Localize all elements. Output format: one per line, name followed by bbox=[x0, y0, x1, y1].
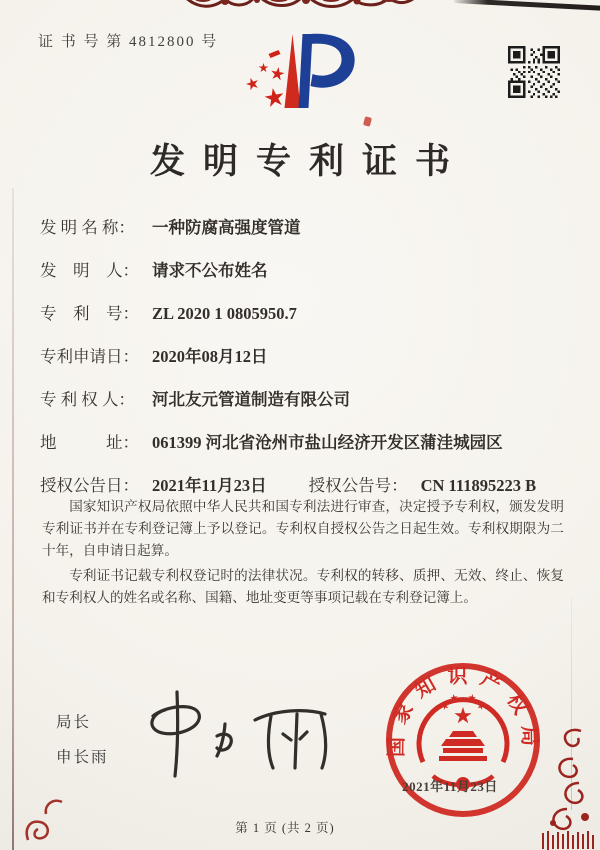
field-value: 2020年08月12日 bbox=[152, 347, 268, 366]
cnipa-logo-icon bbox=[221, 28, 371, 123]
field-label: 地 址： bbox=[40, 433, 139, 452]
field-value: 请求不公布姓名 bbox=[152, 261, 268, 280]
page-number: 第 1 页 (共 2 页) bbox=[235, 821, 335, 835]
seal-date: 2021年11月23日 bbox=[402, 779, 498, 794]
field-label: 发 明 人： bbox=[40, 261, 139, 280]
field-list bbox=[40, 214, 566, 515]
field-grant-row bbox=[40, 472, 566, 495]
seal-agency-text: 国家知识产权局 bbox=[385, 665, 541, 758]
field-address bbox=[40, 429, 566, 452]
field-value: 061399 河北省沧州市盐山经济开发区蒲洼城园区 bbox=[152, 433, 503, 452]
field-value: 一种防腐高强度管道 bbox=[152, 218, 301, 237]
legal-paragraph-2: 专利证书记载专利权登记时的法律状况。专利权的转移、质押、无效、终止、恢复和专利权人的姓名或名称、国籍、地址变更等事项记载在专利登记簿上。 bbox=[42, 568, 564, 606]
director-title: 局长 bbox=[56, 714, 92, 731]
field-patent-number bbox=[40, 300, 566, 323]
legal-text bbox=[42, 496, 564, 612]
red-ink-speck bbox=[363, 116, 372, 127]
seal-graphic-icon bbox=[383, 660, 543, 820]
field-value: 河北友元管道制造有限公司 bbox=[152, 390, 350, 409]
top-border-ornament-icon bbox=[183, 0, 415, 15]
field-value: ZL 2020 1 0805950.7 bbox=[152, 304, 297, 323]
field-inventor bbox=[40, 257, 566, 280]
field-patentee bbox=[40, 386, 566, 409]
grant-no-value: CN 111895223 B bbox=[420, 476, 537, 495]
photo-dark-edge bbox=[454, 0, 600, 11]
field-label: 专 利 号： bbox=[40, 304, 139, 323]
qr-code bbox=[508, 46, 560, 98]
grant-date-label: 授权公告日： bbox=[40, 476, 139, 495]
paper-left-edge bbox=[12, 188, 14, 850]
field-application-date bbox=[40, 343, 566, 366]
director-block bbox=[56, 710, 109, 780]
field-label: 专 利 权 人： bbox=[40, 390, 135, 409]
director-name: 申长雨 bbox=[56, 749, 109, 766]
certificate-title: 发明专利证书 bbox=[149, 142, 468, 181]
official-seal bbox=[383, 660, 543, 820]
field-invention-name bbox=[40, 214, 566, 237]
legal-paragraph-1: 国家知识产权局依照中华人民共和国专利法进行审查，决定授予专利权，颁发发明专利证书并在专利登记簿上予以登记。专利权自授权公告之日起生效。专利权期限为二十年，自申请日起算。 bbox=[42, 499, 564, 559]
grant-no-label: 授权公告号： bbox=[308, 476, 408, 495]
field-label: 专利申请日： bbox=[40, 347, 139, 366]
grant-date-value: 2021年11月23日 bbox=[152, 476, 267, 495]
handwritten-signature-icon bbox=[125, 686, 360, 781]
field-label: 发 明 名 称： bbox=[40, 218, 135, 237]
certificate-number: 证 书 号 第 4812800 号 bbox=[38, 34, 219, 50]
